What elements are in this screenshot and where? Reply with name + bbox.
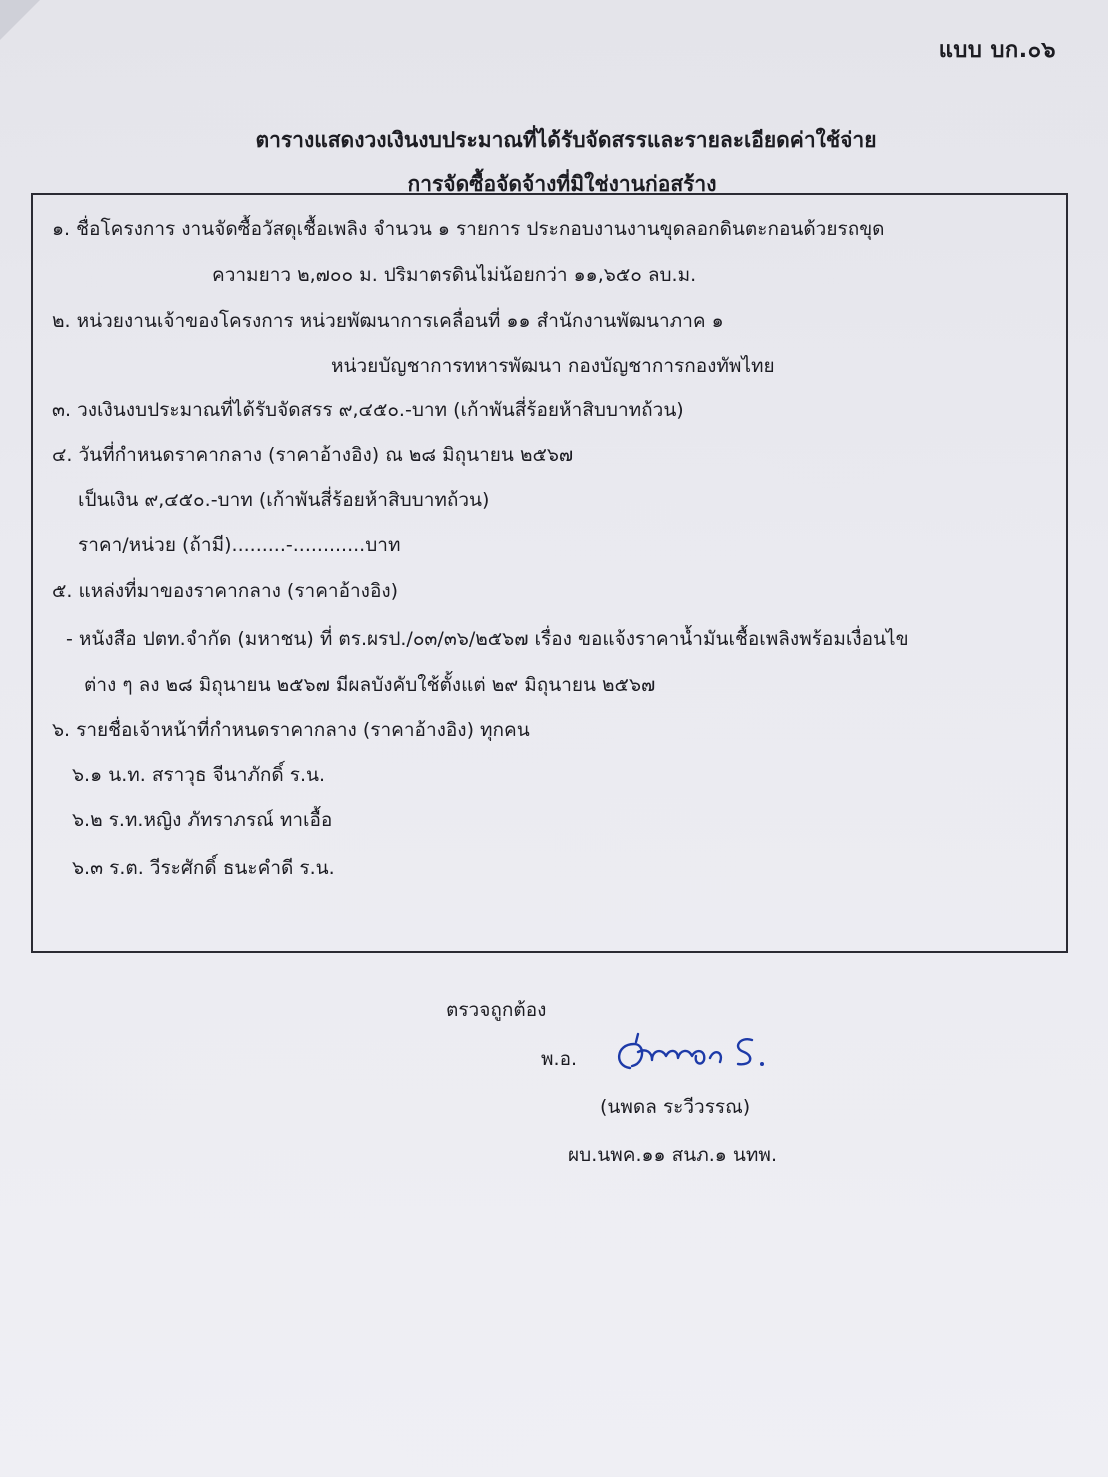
signer-rank: พ.อ.: [541, 1048, 578, 1070]
item-4-reference-date: ๔. วันที่กำหนดราคากลาง (ราคาอ้างอิง) ณ ๒๘ มิถุนายน ๒๕๖๗: [52, 444, 574, 466]
document-subtitle: การจัดซื้อจัดจ้างที่มิใช่งานก่อสร้าง: [407, 172, 717, 196]
item-6-officer-3: ๖.๓ ร.ต. วีระศักดิ์ ธนะคำดี ร.น.: [72, 857, 335, 879]
document-title: ตารางแสดงวงเงินงบประมาณที่ได้รับจัดสรรและรายละเอียดค่าใช้จ่าย: [255, 128, 877, 152]
verified-label: ตรวจถูกต้อง: [446, 999, 547, 1021]
item-2-owner-command: หน่วยบัญชาการทหารพัฒนา กองบัญชาการกองทัพไทย: [331, 355, 775, 377]
item-4-unit-price: ราคา/หน่วย (ถ้ามี).........-............บาท: [78, 534, 401, 556]
item-2-owner-unit: ๒. หน่วยงานเจ้าของโครงการ หน่วยพัฒนาการเคลื่อนที่ ๑๑ สำนักงานพัฒนาภาค ๑: [52, 310, 724, 332]
handwritten-signature: [612, 1030, 772, 1080]
signer-position: ผบ.นพค.๑๑ สนภ.๑ นทพ.: [568, 1144, 777, 1166]
item-5-source-effective: ต่าง ๆ ลง ๒๘ มิถุนายน ๒๕๖๗ มีผลบังคับใช้ตั้งแต่ ๒๙ มิถุนายน ๒๕๖๗: [84, 674, 656, 696]
item-6-officers-heading: ๖. รายชื่อเจ้าหน้าที่กำหนดราคากลาง (ราคาอ้างอิง) ทุกคน: [52, 719, 530, 741]
item-6-officer-2: ๖.๒ ร.ท.หญิง ภัทราภรณ์ ทาเอื้อ: [72, 809, 333, 831]
item-5-source-letter: - หนังสือ ปตท.จำกัด (มหาชน) ที่ ตร.ผรป./๐๓/๓๖/๒๕๖๗ เรื่อง ขอแจ้งราคาน้ำมันเชื้อเพลิงพร้อมเงื่อนไข: [66, 628, 909, 650]
item-4-amount: เป็นเงิน ๙,๔๕๐.-บาท (เก้าพันสี่ร้อยห้าสิบบาทถ้วน): [78, 489, 490, 511]
item-1-project-detail: ความยาว ๒,๗๐๐ ม. ปริมาตรดินไม่น้อยกว่า ๑๑,๖๕๐ ลบ.ม.: [212, 264, 697, 286]
signer-name: (นพดล ระวีวรรณ): [600, 1096, 751, 1118]
item-1-project-name: ๑. ชื่อโครงการ งานจัดซื้อวัสดุเชื้อเพลิง จำนวน ๑ รายการ ประกอบงานงานขุดลอกดินตะกอนด้วยรถขุด: [52, 218, 885, 240]
item-5-source-heading: ๕. แหล่งที่มาของราคากลาง (ราคาอ้างอิง): [52, 580, 399, 602]
corner-shadow: [0, 0, 40, 40]
item-3-budget: ๓. วงเงินงบประมาณที่ได้รับจัดสรร ๙,๔๕๐.-บาท (เก้าพันสี่ร้อยห้าสิบบาทถ้วน): [52, 399, 684, 421]
form-code: แบบ บก.๐๖: [938, 38, 1056, 63]
item-6-officer-1: ๖.๑ น.ท. สราวุธ จีนาภักดิ์ ร.น.: [72, 764, 326, 786]
